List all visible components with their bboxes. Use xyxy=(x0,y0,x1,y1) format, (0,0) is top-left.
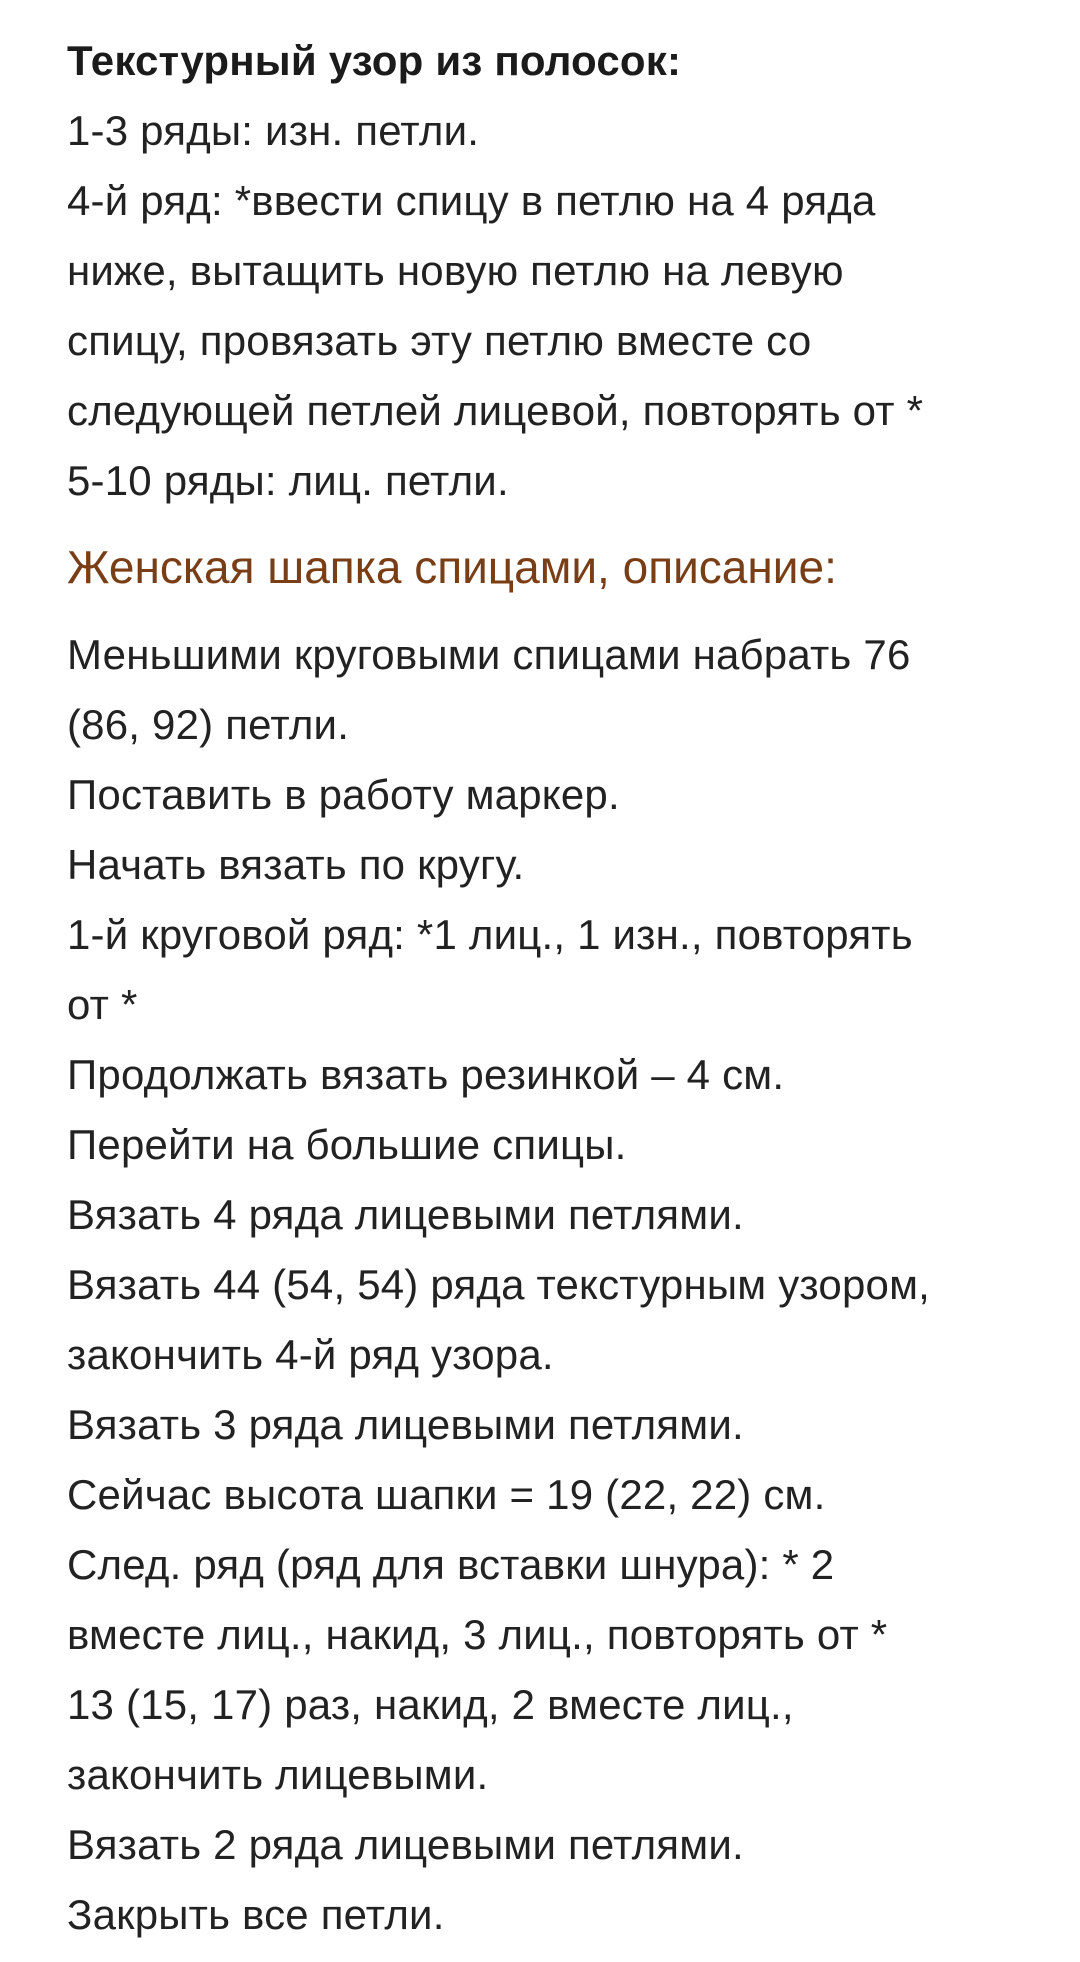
instruction-line: Вязать 2 ряда лицевыми петлями. xyxy=(67,1821,744,1868)
instruction-line: Вязать 4 ряда лицевыми петлями. xyxy=(67,1191,744,1238)
pattern-line: 1-3 ряды: изн. петли. xyxy=(67,107,480,154)
instruction-line: Сейчас высота шапки = 19 (22, 22) см. xyxy=(67,1471,826,1518)
instruction-line: Вязать 44 (54, 54) ряда текстурным узором, xyxy=(67,1261,931,1308)
instruction-line: Начать вязать по кругу. xyxy=(67,841,525,888)
instructions-section xyxy=(67,620,1057,1950)
instruction-line: Продолжать вязать резинкой – 4 см. xyxy=(67,1051,785,1098)
instruction-line: След. ряд (ряд для вставки шнура): * 2 xyxy=(67,1541,835,1588)
instruction-line: Вязать 3 ряда лицевыми петлями. xyxy=(67,1401,744,1448)
instruction-line: 1-й круговой ряд: *1 лиц., 1 изн., повторять xyxy=(67,911,913,958)
instruction-line: вместе лиц., накид, 3 лиц., повторять от * xyxy=(67,1611,888,1658)
pattern-section xyxy=(67,26,1057,516)
instruction-line: Меньшими круговыми спицами набрать 76 xyxy=(67,631,911,678)
section-heading: Женская шапка спицами, описание: xyxy=(67,541,837,593)
article-content xyxy=(67,26,1057,1950)
instruction-line: Перейти на большие спицы. xyxy=(67,1121,627,1168)
instruction-line: Закрыть все петли. xyxy=(67,1891,445,1938)
pattern-line: спицу, провязать эту петлю вместе со xyxy=(67,317,812,364)
pattern-line: 4-й ряд: *ввести спицу в петлю на 4 ряда xyxy=(67,177,876,224)
instruction-line: закончить 4-й ряд узора. xyxy=(67,1331,554,1378)
instruction-line: от * xyxy=(67,981,138,1028)
pattern-title: Текстурный узор из полосок: xyxy=(67,37,682,84)
instruction-line: Поставить в работу маркер. xyxy=(67,771,620,818)
instruction-line: 13 (15, 17) раз, накид, 2 вместе лиц., xyxy=(67,1681,794,1728)
instruction-line: (86, 92) петли. xyxy=(67,701,350,748)
pattern-line: 5-10 ряды: лиц. петли. xyxy=(67,457,509,504)
pattern-line: ниже, вытащить новую петлю на левую xyxy=(67,247,844,294)
instruction-line: закончить лицевыми. xyxy=(67,1751,489,1798)
pattern-line: следующей петлей лицевой, повторять от * xyxy=(67,387,924,434)
